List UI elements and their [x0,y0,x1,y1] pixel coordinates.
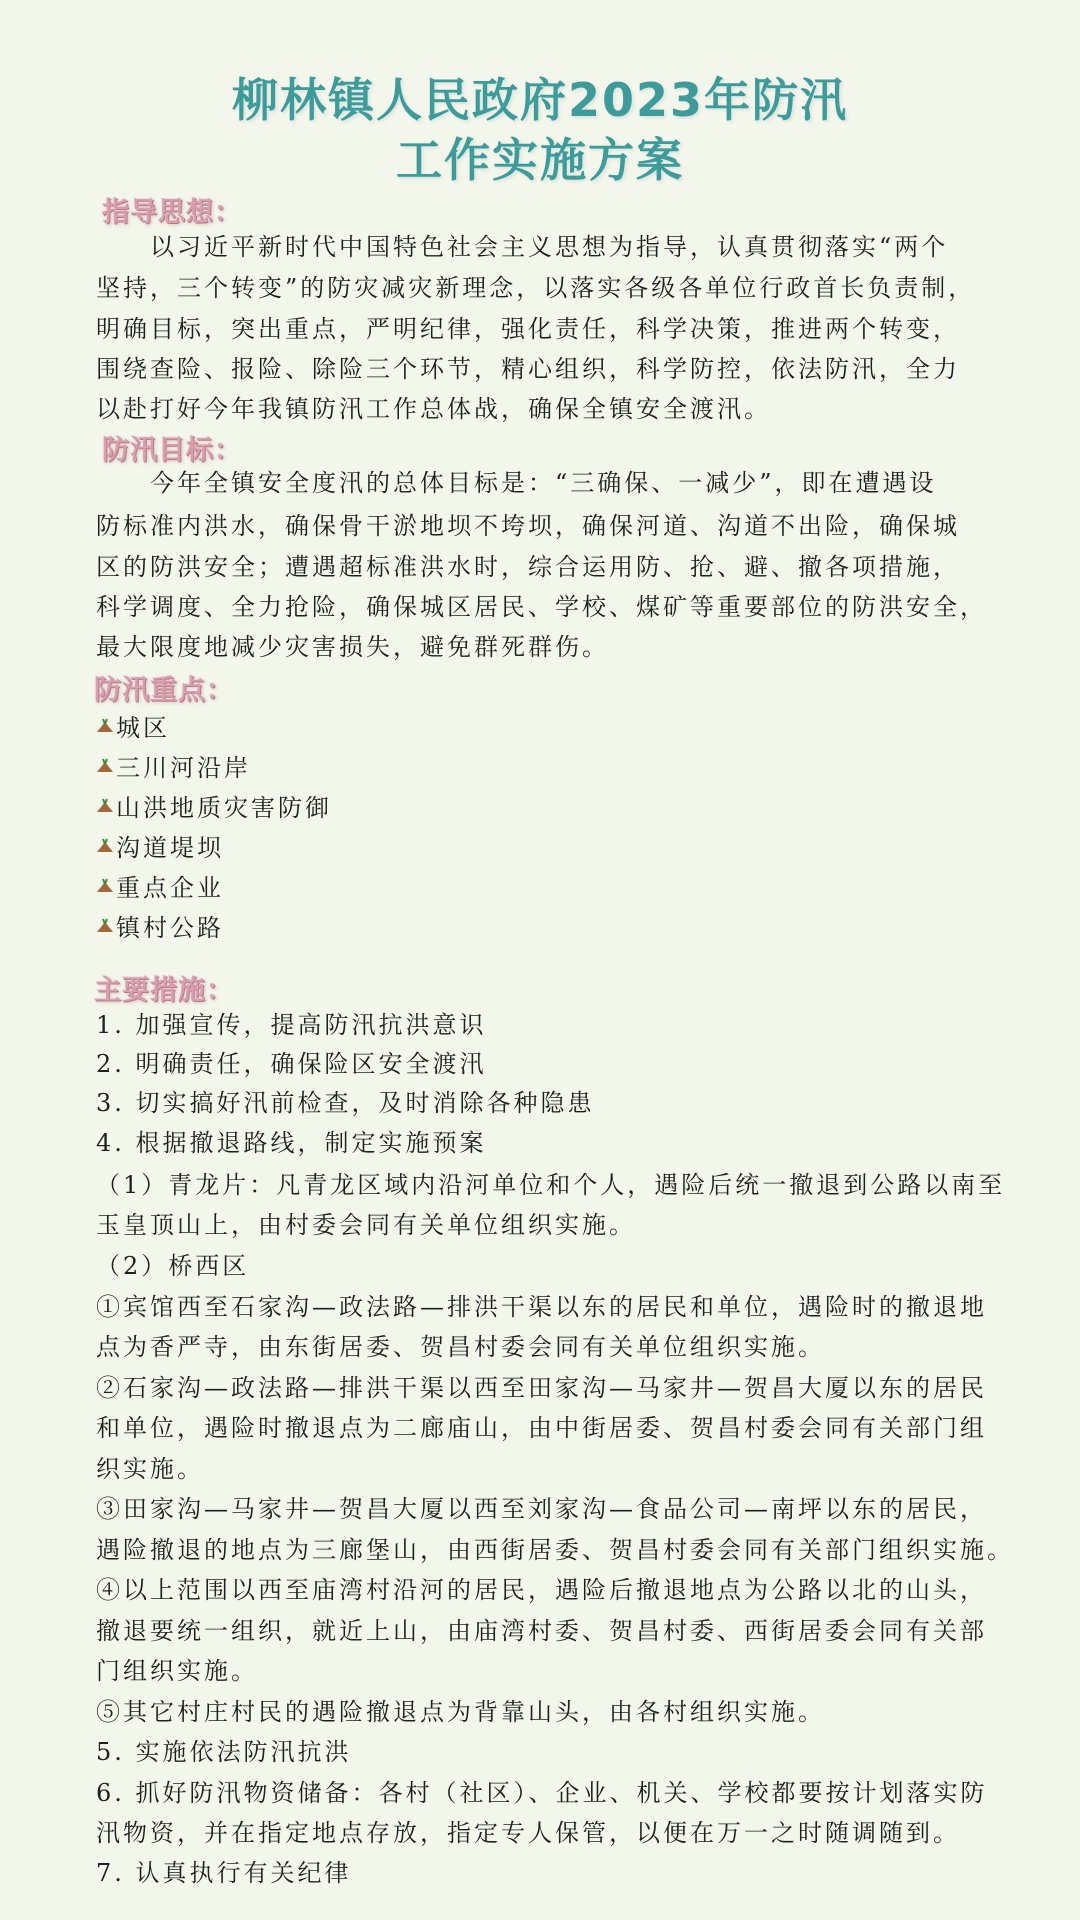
measure-line: 4. 根据撤退路线，制定实施预案 [96,1129,487,1157]
focus-item-label: 三川河沿岸 [116,753,251,782]
document-title-line-2: 工作实施方案 [396,133,684,187]
focus-item-label: 山洪地质灾害防御 [116,793,332,822]
goal-line: 最大限度地减少灾害损失，避免群死群伤。 [96,633,609,661]
section-heading-measures: 主要措施： [94,975,234,1006]
measure-line: 1. 加强宣传，提高防汛抗洪意识 [96,1011,487,1039]
focus-item-label: 重点企业 [116,873,224,902]
measure-line: 和单位，遇险时撤退点为二廊庙山，由中街居委、贺昌村委会同有关部门组 [96,1414,987,1442]
section-heading-goal: 防汛目标： [102,435,242,466]
measure-line: ③田家沟—马家井—贺昌大厦以西至刘家沟—食品公司—南坪以东的居民， [96,1495,987,1523]
focus-item-label: 镇村公路 [116,913,224,942]
mound-bullet-icon [96,876,114,894]
measure-line: 撤退要统一组织，就近上山，由庙湾村委、贺昌村委、西街居委会同有关部 [96,1617,987,1645]
measure-line: （2）桥西区 [96,1252,250,1280]
measure-line: 2. 明确责任，确保险区安全渡汛 [96,1050,487,1078]
focus-item [96,789,332,821]
focus-item-label: 沟道堤坝 [116,833,224,862]
mound-bullet-icon [96,796,114,814]
measure-line: 7. 认真执行有关纪律 [96,1859,352,1887]
measure-line: 6. 抓好防汛物资储备：各村（社区）、企业、机关、学校都要按计划落实防 [96,1779,988,1807]
focus-item [96,829,224,861]
measure-line: 汛物资，并在指定地点存放，指定专人保管，以便在万一之时随调随到。 [96,1819,960,1847]
measure-line: 织实施。 [96,1455,204,1483]
measure-line: ②石家沟—政法路—排洪干渠以西至田家沟—马家井—贺昌大厦以东的居民 [96,1374,987,1402]
focus-item-label: 城区 [116,713,170,742]
mound-bullet-icon [96,716,114,734]
document-title-line-1: 柳林镇人民政府2023年防汛 [231,73,849,127]
focus-item [96,909,224,941]
measure-line: 点为香严寺，由东街居委、贺昌村委会同有关单位组织实施。 [96,1333,825,1361]
guiding-line: 以习近平新时代中国特色社会主义思想为指导，认真贯彻落实“两个 [150,233,949,261]
mound-bullet-icon [96,756,114,774]
measure-line: 5. 实施依法防汛抗洪 [96,1738,352,1766]
goal-line: 区的防洪安全；遭遇超标准洪水时，综合运用防、抢、避、撤各项措施， [96,553,960,581]
guiding-line: 坚持，三个转变”的防灾减灾新理念，以落实各级各单位行政首长负责制， [96,274,976,302]
measure-line: （1）青龙片：凡青龙区域内沿河单位和个人，遇险后统一撤退到公路以南至 [96,1171,1006,1199]
focus-item [96,709,170,741]
measure-line: 遇险撤退的地点为三廊堡山，由西街居委、贺昌村委会同有关部门组织实施。 [96,1536,1014,1564]
measure-line: ①宾馆西至石家沟—政法路—排洪干渠以东的居民和单位，遇险时的撤退地 [96,1293,987,1321]
measure-line: 玉皇顶山上，由村委会同有关单位组织实施。 [96,1211,636,1239]
goal-line: 科学调度、全力抢险，确保城区居民、学校、煤矿等重要部位的防洪安全， [96,593,987,621]
measure-line: ⑤其它村庄村民的遇险撤退点为背靠山头，由各村组织实施。 [96,1698,825,1726]
measure-line: 3. 切实搞好汛前检查，及时消除各种隐患 [96,1089,595,1117]
guiding-line: 围绕查险、报险、除险三个环节，精心组织，科学防控，依法防汛，全力 [96,355,960,383]
goal-line: 防标准内洪水，确保骨干淤地坝不垮坝，确保河道、沟道不出险，确保城 [96,512,960,540]
focus-item [96,749,251,781]
guiding-line: 以赴打好今年我镇防汛工作总体战，确保全镇安全渡汛。 [96,395,771,423]
measure-line: ④以上范围以西至庙湾村沿河的居民，遇险后撤退地点为公路以北的山头， [96,1576,987,1604]
section-heading-guiding: 指导思想： [102,197,242,228]
measure-line: 门组织实施。 [96,1657,258,1685]
guiding-line: 明确目标，突出重点，严明纪律，强化责任，科学决策，推进两个转变， [96,315,960,343]
mound-bullet-icon [96,916,114,934]
focus-item [96,869,224,901]
section-heading-focus: 防汛重点： [94,675,234,706]
goal-line: 今年全镇安全度汛的总体目标是：“三确保、一减少”，即在遭遇设 [150,469,937,497]
mound-bullet-icon [96,836,114,854]
